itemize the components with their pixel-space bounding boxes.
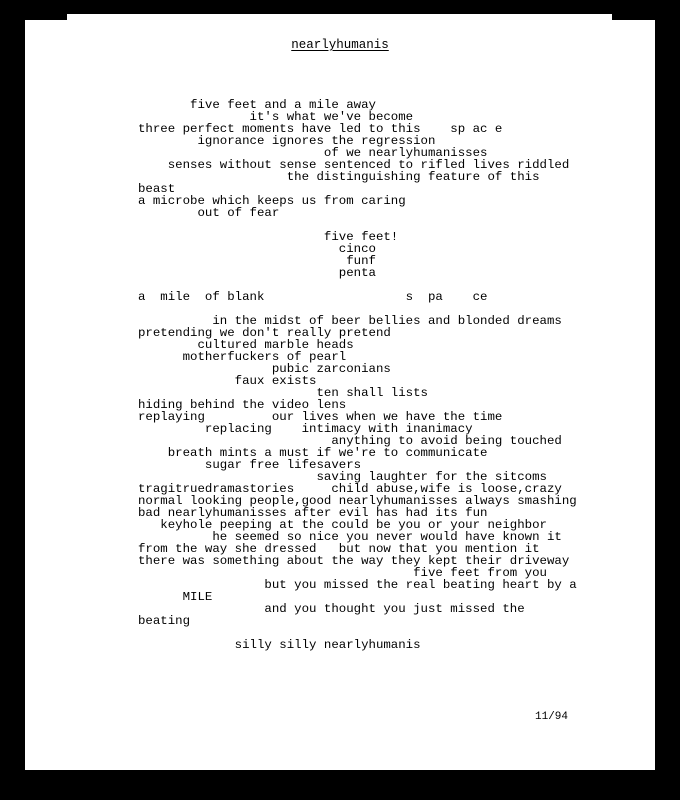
poem-text: five feet and a mile away it's what we've become three perfect moments have led to this sp ac e ignorance ignores the regression of we nearlyhumanisses senses without sense sentenced to rifled lives riddled the distinguishing feature of this beast a microbe which keeps us from caring out of fear five feet! cinco funf penta a mile of blank s pa ce in the midst of beer bellies and blonded dreams pretending we don't really pretend cultured marble heads motherfuckers of pearl pubic zarconians faux exists ten shall lists hiding behind the video lens replaying our lives when we have the time replacing intimacy with inanimacy anything to avoid being touched breath mints a must if we're to communicate sugar free lifesavers saving laughter for the sitcoms tragitruedramastories child abuse,wife is loose,crazy normal looking people,good nearlyhumanisses always smashing bad nearlyhumanisses after evil has had its fun keyhole peeping at the could be you or your neighbor he seemed so nice you never would have known it from the way she dressed but now that you mention it there was something about the way they kept their driveway five feet from you but you missed the real beating heart by a MILE and you thought you just missed the beating silly silly nearlyhumanis — [138, 98, 577, 652]
document-title: nearlyhumanis — [291, 38, 389, 52]
document-page — [25, 20, 655, 770]
scan-edge-top — [67, 14, 612, 20]
page-number: 11/94 — [535, 711, 569, 723]
scan-edge-left — [25, 14, 67, 20]
